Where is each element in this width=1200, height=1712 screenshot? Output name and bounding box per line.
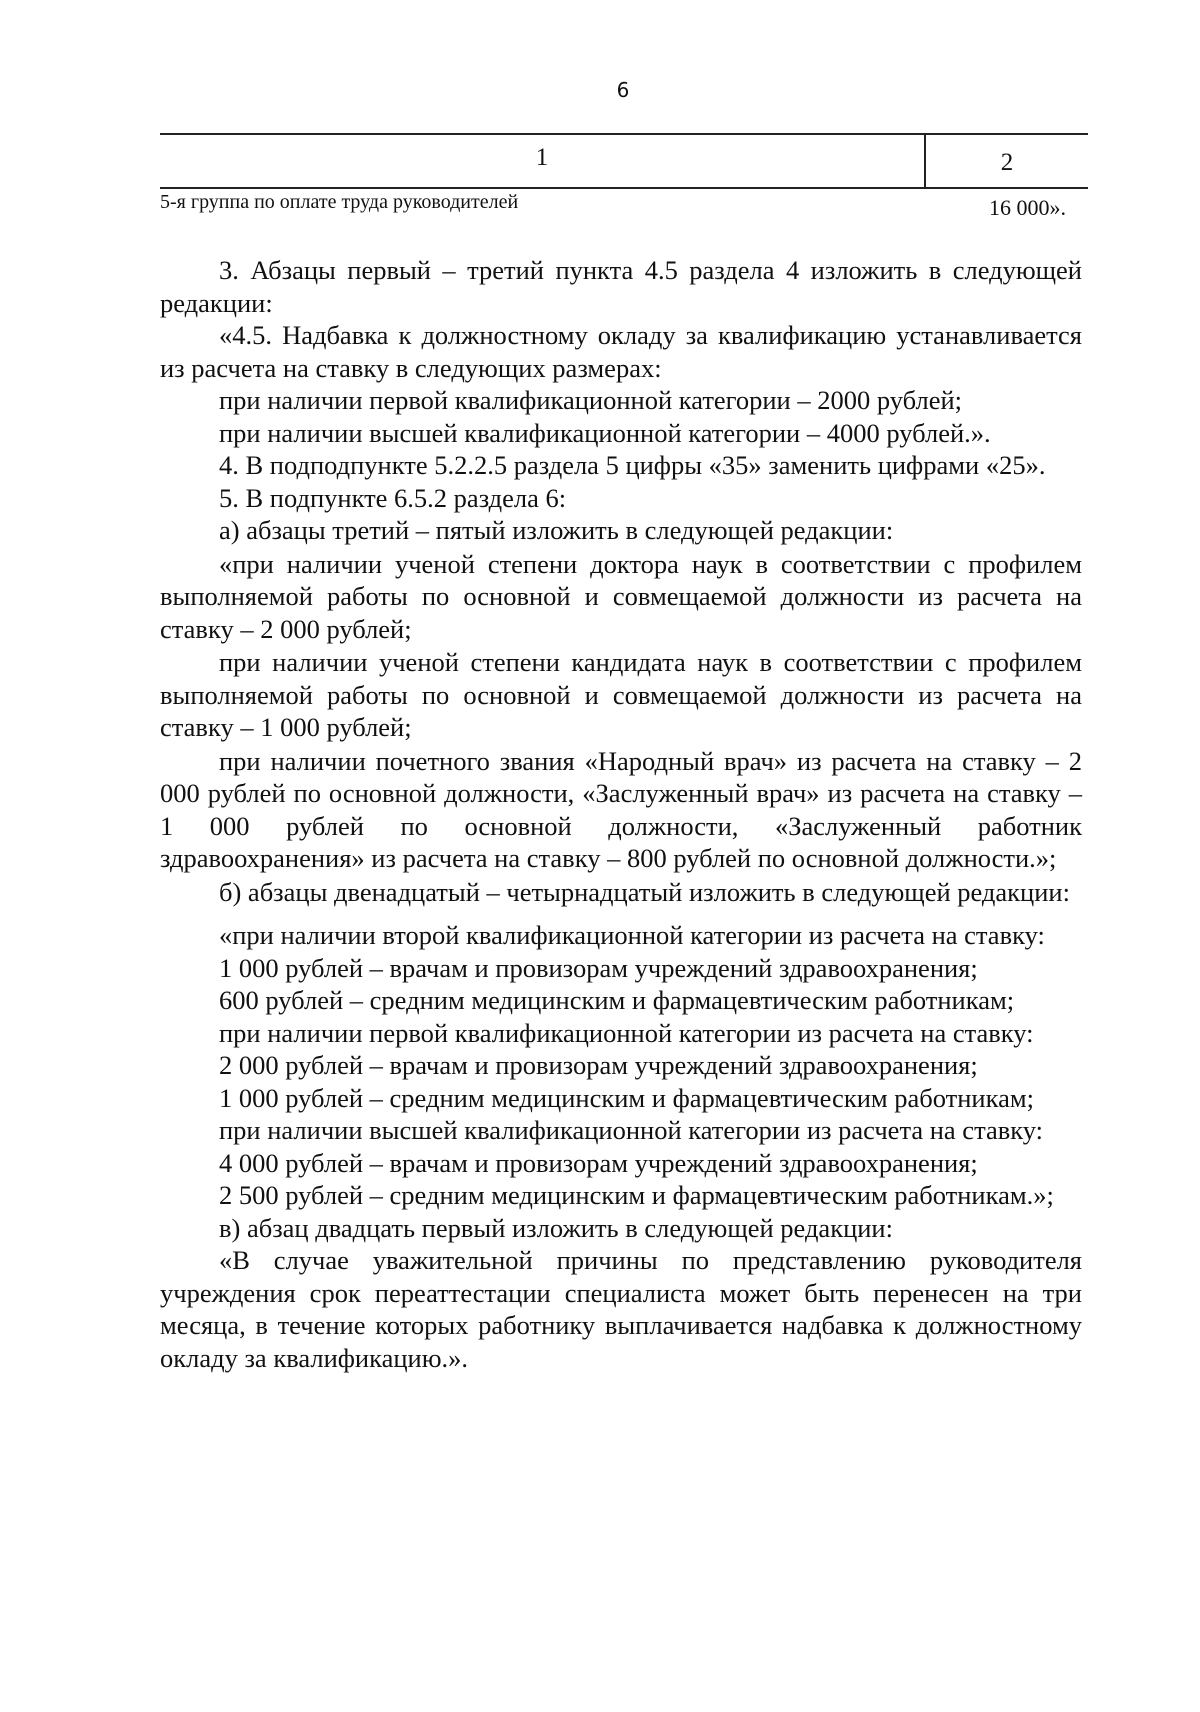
table-column-2-header: 2: [1000, 149, 1014, 176]
group-label: 5-я группа по оплате труда руководителей: [160, 191, 519, 213]
paragraph: 1 000 рублей – средним медицинским и фармацевтическим работникам;: [219, 1082, 1034, 1113]
paragraph: б) абзацы двенадцатый – четырнадцатый изложить в следующей редакции:: [219, 876, 1070, 907]
paragraph: «В случае уважительной причины по представлению руководителя учреждения срок переаттестации специалиста может быть перенесен на три месяца, в течение которых работнику выплачивается надбавка к должностному окладу за квалификацию.».: [160, 1245, 1082, 1373]
group-value: 16 000».: [989, 195, 1066, 220]
paragraph: 4. В подподпункте 5.2.2.5 раздела 5 цифры «35» заменить цифрами «25».: [219, 450, 1046, 480]
paragraph: при наличии почетного звания «Народный врач» из расчета на ставку – 2 000 рублей по основной должности, «Заслуженный врач» из расчета на ставку – 1 000 рублей по основной должности, «Заслуженный работник здравоохранения» из расчета на ставку – 800 рублей по основной должности.»;: [160, 745, 1082, 873]
paragraph: 4 000 рублей – врачам и провизорам учреждений здравоохранения;: [219, 1147, 978, 1178]
paragraph: при наличии высшей квалификационной категории из расчета на ставку:: [219, 1115, 1044, 1145]
paragraph: в) абзац двадцать первый изложить в следующей редакции:: [219, 1212, 893, 1243]
paragraph: 2 000 рублей – врачам и провизорам учреждений здравоохранения;: [219, 1050, 978, 1080]
paragraph: 5. В подпункте 6.5.2 раздела 6:: [219, 482, 567, 513]
paragraph: «при наличии ученой степени доктора наук в соответствии с профилем выполняемой работы по основной и совмещаемой должности из расчета на ставку – 2 000 рублей;: [160, 548, 1082, 644]
document-body: [160, 254, 1082, 1374]
paragraph: 2 500 рублей – средним медицинским и фармацевтическим работникам.»;: [219, 1180, 1054, 1210]
paragraph: при наличии высшей квалификационной категории – 4000 рублей.».: [219, 417, 991, 448]
paragraph: а) абзацы третий – пятый изложить в следующей редакции:: [219, 515, 894, 545]
table-header: [160, 133, 1088, 189]
paragraph: при наличии первой квалификационной категории – 2000 рублей;: [219, 385, 963, 415]
paragraph: «при наличии второй квалификационной категории из расчета на ставку:: [219, 920, 1045, 950]
paragraph: при наличии первой квалификационной категории из расчета на ставку:: [219, 1017, 1034, 1048]
paragraph: 1 000 рублей – врачам и провизорам учреждений здравоохранения;: [219, 952, 978, 983]
table-column-1-header: 1: [160, 135, 926, 187]
table-row: [160, 191, 1066, 221]
paragraph: 600 рублей – средним медицинским и фармацевтическим работникам;: [219, 985, 1015, 1015]
paragraph: при наличии ученой степени кандидата наук в соответствии с профилем выполняемой работы по основной и совмещаемой должности из расчета на ставку – 1 000 рублей;: [160, 647, 1082, 742]
paragraph: 3. Абзацы первый – третий пункта 4.5 раздела 4 изложить в следующей редакции:: [160, 255, 1082, 318]
paragraph: «4.5. Надбавка к должностному окладу за квалификацию устанавливается из расчета на ставку в следующих размерах:: [160, 320, 1082, 383]
page-number: 6: [616, 78, 630, 102]
